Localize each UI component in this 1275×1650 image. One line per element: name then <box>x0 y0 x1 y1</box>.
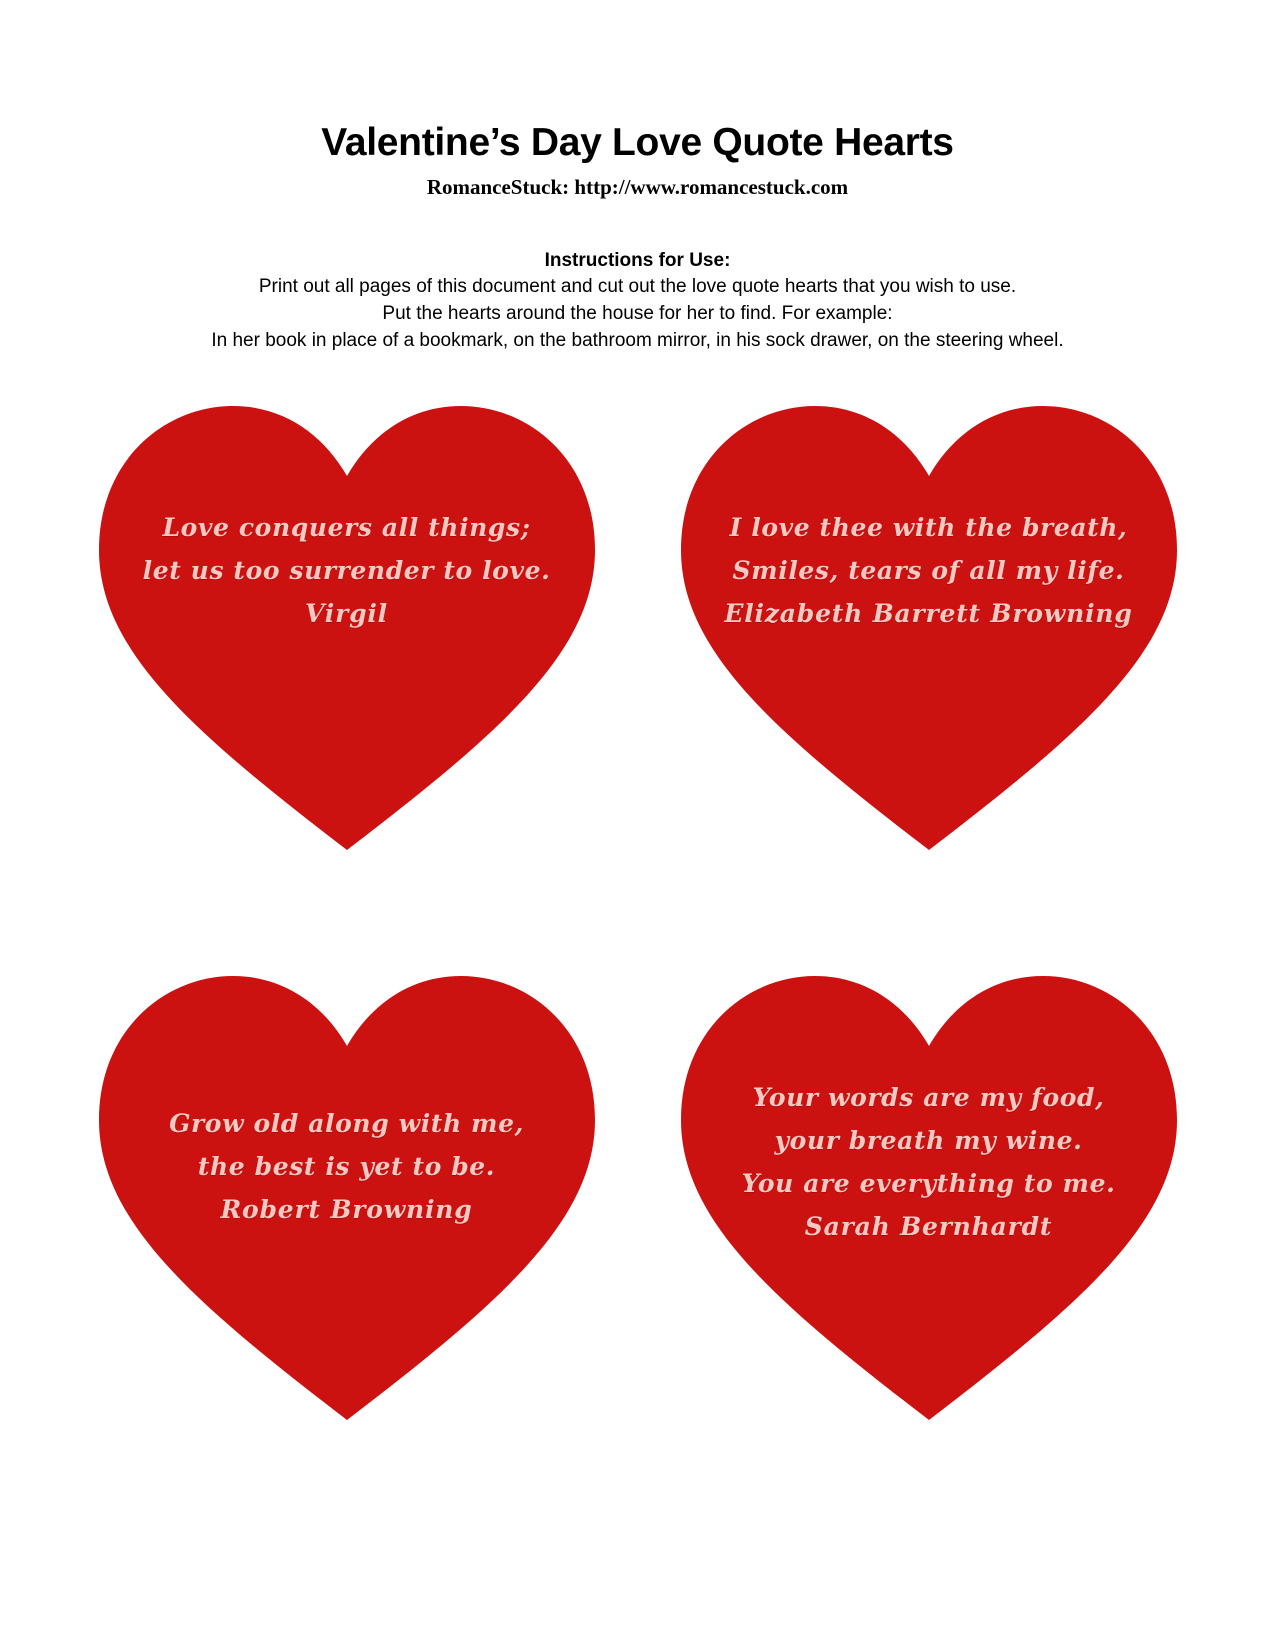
quote-line: Love conquers all things; <box>162 513 531 542</box>
quote-line: I love thee with the breath, <box>729 513 1128 542</box>
hearts-grid <box>0 390 1275 1430</box>
page-title: Valentine’s Day Love Quote Hearts <box>321 121 954 164</box>
hearts-row-top <box>0 390 1275 860</box>
instructions-line-1: Print out all pages of this document and cut out the love quote hearts that you wish to use. <box>258 275 1017 297</box>
instructions-section <box>0 250 1275 355</box>
quote-line: Your words are my food, <box>752 1083 1105 1112</box>
quote-line: Grow old along with me, <box>169 1109 524 1138</box>
quote-line: your breath my wine. <box>774 1126 1083 1155</box>
hearts-row-bottom <box>0 960 1275 1430</box>
quote-line: let us too surrender to love. <box>142 556 551 585</box>
heart-card-elizabeth-barrett-browning <box>669 390 1189 860</box>
heart-shape-icon <box>87 960 607 1430</box>
heart-card-sarah-bernhardt <box>669 960 1189 1430</box>
quote-author: Sarah Bernhardt <box>804 1212 1053 1241</box>
quote-line: You are everything to me. <box>741 1169 1116 1198</box>
document-header <box>0 0 1275 200</box>
instructions-heading: Instructions for Use: <box>544 249 731 271</box>
quote-author: Virgil <box>305 599 388 628</box>
instructions-line-3: In her book in place of a bookmark, on the bathroom mirror, in his sock drawer, on the steering wheel. <box>211 329 1064 351</box>
quote-author: Elizabeth Barrett Browning <box>724 599 1133 628</box>
quote-author: Robert Browning <box>220 1195 473 1224</box>
quote-line: the best is yet to be. <box>197 1152 496 1181</box>
heart-shape-icon <box>669 390 1189 860</box>
quote-line: Smiles, tears of all my life. <box>732 556 1125 585</box>
heart-card-robert-browning <box>87 960 607 1430</box>
page-subtitle: RomanceStuck: http://www.romancestuck.com <box>426 174 849 199</box>
instructions-line-2: Put the hearts around the house for her to find. For example: <box>382 302 893 324</box>
heart-shape-icon <box>669 960 1189 1430</box>
heart-shape-icon <box>87 390 607 860</box>
heart-card-virgil <box>87 390 607 860</box>
